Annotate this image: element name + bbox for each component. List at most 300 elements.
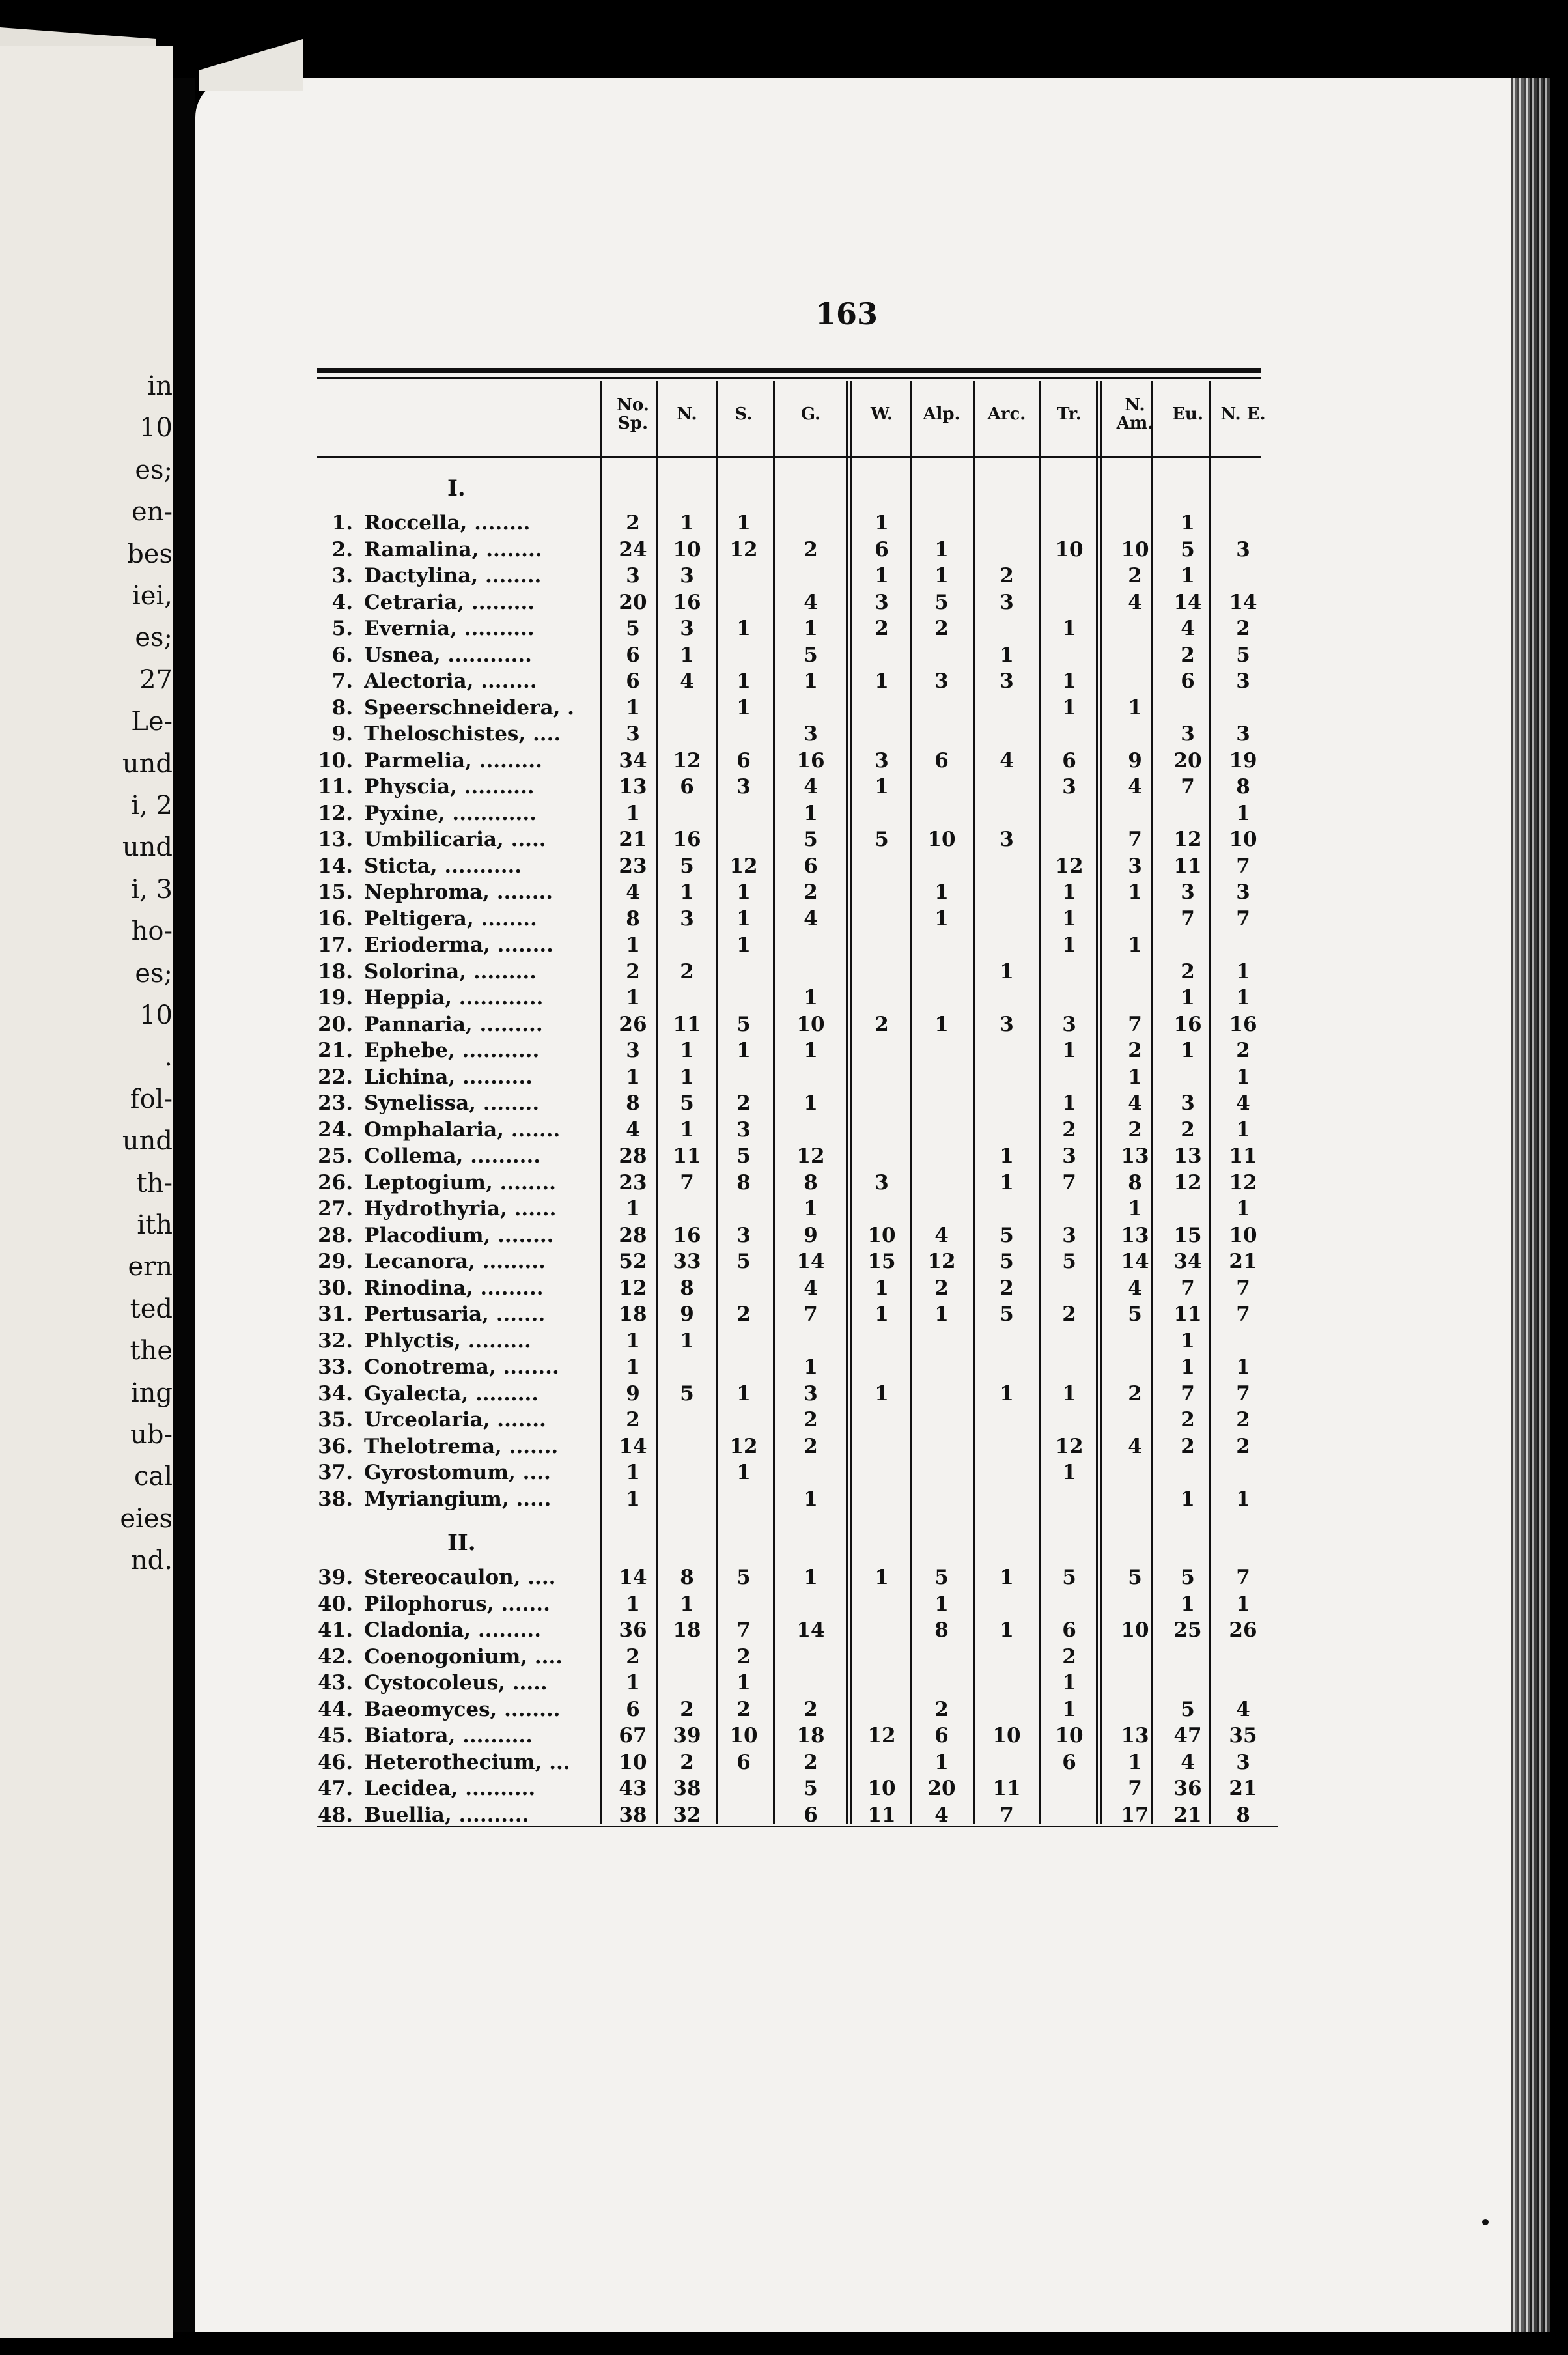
cell-n: 2 <box>680 1697 694 1721</box>
cell-s: 1 <box>736 933 751 957</box>
cell-n: 1 <box>680 643 694 667</box>
cell-eu: 5 <box>1181 1697 1195 1721</box>
cell-tr: 1 <box>1062 617 1076 640</box>
cell-tr: 12 <box>1055 854 1084 878</box>
cell-n_e: 1 <box>1236 1065 1250 1089</box>
cell-no_sp: 1 <box>626 1671 640 1695</box>
cell-n_am: 1 <box>1128 933 1142 957</box>
genus-name: Usnea, ............ <box>364 643 532 667</box>
cell-no_sp: 6 <box>626 1697 640 1721</box>
cell-n_am: 4 <box>1128 1276 1142 1300</box>
genus-name: Omphalaria, ....... <box>364 1118 561 1142</box>
cell-g: 1 <box>804 1355 818 1379</box>
cell-w: 6 <box>875 537 889 561</box>
cell-alp: 1 <box>934 1750 949 1774</box>
cell-alp: 2 <box>934 1697 949 1721</box>
cell-no_sp: 20 <box>619 590 647 614</box>
cell-s: 8 <box>736 1170 751 1194</box>
page-number: 163 <box>815 296 878 331</box>
genus-name: Physcia, .......... <box>364 775 535 798</box>
row-number: 13. <box>318 828 353 851</box>
row-number: 5. <box>331 617 353 640</box>
cell-n_am: 2 <box>1128 1118 1142 1142</box>
cell-n: 9 <box>680 1303 694 1326</box>
cell-n: 3 <box>680 617 694 640</box>
cell-n: 1 <box>680 1329 694 1353</box>
cell-no_sp: 6 <box>626 670 640 693</box>
row-number: 37. <box>318 1461 353 1484</box>
cell-no_sp: 1 <box>626 1487 640 1511</box>
cell-tr: 6 <box>1062 1618 1076 1642</box>
genus-name: Cetraria, ......... <box>364 590 535 614</box>
cell-n_am: 4 <box>1128 1434 1142 1458</box>
cell-n: 11 <box>673 1144 701 1168</box>
cell-arc: 4 <box>1000 748 1014 772</box>
cell-eu: 2 <box>1181 1408 1195 1431</box>
left-page-text-fragment: und <box>122 832 173 863</box>
left-page-text-fragment: cal <box>133 1461 173 1492</box>
cell-n_e: 3 <box>1236 670 1250 693</box>
row-number: 29. <box>318 1250 353 1273</box>
cell-g: 1 <box>804 1092 818 1115</box>
cell-no_sp: 3 <box>626 722 640 746</box>
cell-n: 3 <box>680 564 694 587</box>
cell-arc: 10 <box>992 1724 1021 1747</box>
cell-eu: 21 <box>1173 1803 1202 1827</box>
table-row <box>317 1197 1261 1223</box>
cell-eu: 13 <box>1173 1144 1202 1168</box>
cell-no_sp: 28 <box>619 1223 647 1247</box>
cell-n: 39 <box>673 1724 701 1747</box>
cell-n: 1 <box>680 1592 694 1616</box>
cell-w: 1 <box>875 564 889 587</box>
cell-w: 3 <box>875 748 889 772</box>
left-page-text-fragment: 27 <box>139 664 173 695</box>
left-page-text-fragment: 10 <box>139 413 173 444</box>
cell-tr: 6 <box>1062 1750 1076 1774</box>
table-row <box>317 881 1261 907</box>
cell-n_e: 2 <box>1236 1434 1250 1458</box>
cell-w: 2 <box>875 1012 889 1036</box>
left-page-text-fragment: es; <box>135 455 173 485</box>
cell-eu: 7 <box>1181 907 1195 931</box>
cell-alp: 1 <box>934 537 949 561</box>
genus-name: Ramalina, ........ <box>364 537 542 561</box>
cell-n_e: 4 <box>1236 1697 1250 1721</box>
cell-s: 3 <box>736 1118 751 1142</box>
row-number: 46. <box>318 1750 353 1774</box>
cell-arc: 5 <box>1000 1223 1014 1247</box>
table-top-rule <box>317 377 1261 379</box>
table-row <box>317 1592 1261 1618</box>
row-number: 36. <box>318 1434 353 1458</box>
cell-n_e: 5 <box>1236 643 1250 667</box>
cell-tr: 5 <box>1062 1566 1076 1589</box>
genus-name: Speerschneidera, . <box>364 696 574 720</box>
genus-name: Theloschistes, .... <box>364 722 561 746</box>
cell-w: 11 <box>867 1803 896 1827</box>
row-number: 27. <box>318 1197 353 1220</box>
table-row <box>317 1250 1261 1276</box>
row-number: 9. <box>331 722 353 746</box>
cell-n_e: 7 <box>1236 1303 1250 1326</box>
cell-w: 5 <box>875 828 889 851</box>
cell-n_e: 7 <box>1236 854 1250 878</box>
cell-arc: 5 <box>1000 1303 1014 1326</box>
cell-n_e: 14 <box>1229 590 1257 614</box>
row-number: 10. <box>318 748 353 772</box>
table-row <box>317 591 1261 617</box>
cell-eu: 5 <box>1181 1566 1195 1589</box>
cell-s: 3 <box>736 1223 751 1247</box>
cell-g: 12 <box>796 1144 825 1168</box>
cell-tr: 12 <box>1055 1434 1084 1458</box>
column-header-no_sp: No. Sp. <box>617 395 649 433</box>
cell-tr: 3 <box>1062 1223 1076 1247</box>
cell-s: 2 <box>736 1644 751 1669</box>
cell-tr: 2 <box>1062 1118 1076 1142</box>
cell-n_am: 13 <box>1121 1724 1149 1747</box>
cell-no_sp: 34 <box>619 748 647 772</box>
cell-no_sp: 2 <box>626 511 640 535</box>
cell-arc: 1 <box>1000 1144 1014 1168</box>
cell-arc: 5 <box>1000 1250 1014 1273</box>
cell-n_e: 4 <box>1236 1092 1250 1115</box>
cell-arc: 1 <box>1000 643 1014 667</box>
row-number: 35. <box>318 1408 353 1431</box>
cell-tr: 1 <box>1062 1671 1076 1695</box>
cell-n: 16 <box>673 1223 701 1247</box>
left-page-text-fragment: es; <box>135 623 173 653</box>
cell-n_e: 26 <box>1229 1618 1257 1642</box>
genus-name: Phlyctis, ......... <box>364 1329 531 1353</box>
cell-n_am: 3 <box>1128 854 1142 878</box>
cell-w: 1 <box>875 511 889 535</box>
table-row <box>317 1224 1261 1250</box>
cell-n_am: 5 <box>1128 1566 1142 1589</box>
cell-g: 2 <box>804 1750 818 1774</box>
cell-g: 7 <box>804 1303 818 1326</box>
cell-n: 5 <box>680 1092 694 1115</box>
cell-eu: 2 <box>1181 959 1195 983</box>
cell-no_sp: 38 <box>619 1803 647 1827</box>
cell-no_sp: 1 <box>626 696 640 720</box>
cell-s: 1 <box>736 1039 751 1062</box>
cell-n: 33 <box>673 1250 701 1273</box>
cell-tr: 1 <box>1062 670 1076 693</box>
cell-tr: 1 <box>1062 1461 1076 1484</box>
table-row <box>317 802 1261 828</box>
row-number: 38. <box>318 1487 353 1511</box>
cell-n_e: 10 <box>1229 1223 1257 1247</box>
cell-eu: 15 <box>1173 1223 1202 1247</box>
cell-tr: 1 <box>1062 1381 1076 1405</box>
cell-g: 3 <box>804 722 818 746</box>
cell-n_e: 21 <box>1229 1777 1257 1800</box>
cell-n: 1 <box>680 1065 694 1089</box>
genus-name: Cystocoleus, ..... <box>364 1671 548 1695</box>
cell-n_am: 9 <box>1128 748 1142 772</box>
cell-n_am: 13 <box>1121 1144 1149 1168</box>
cell-w: 15 <box>867 1250 896 1273</box>
table-row <box>317 617 1261 643</box>
genus-name: Parmelia, ......... <box>364 748 542 772</box>
cell-no_sp: 1 <box>626 1329 640 1353</box>
cell-g: 2 <box>804 1408 818 1431</box>
cell-eu: 16 <box>1173 1012 1202 1036</box>
cell-w: 1 <box>875 1276 889 1300</box>
left-page-text-fragment: fol- <box>130 1084 173 1114</box>
left-page-text-fragment: . <box>164 1042 173 1073</box>
row-number: 18. <box>318 959 353 983</box>
genus-name: Solorina, ......... <box>364 959 537 983</box>
cell-n_e: 3 <box>1236 537 1250 561</box>
cell-no_sp: 14 <box>619 1566 647 1589</box>
cell-w: 10 <box>867 1223 896 1247</box>
cell-g: 16 <box>796 748 825 772</box>
cell-n_e: 2 <box>1236 617 1250 640</box>
cell-g: 14 <box>796 1250 825 1273</box>
cell-g: 5 <box>804 1777 818 1800</box>
cell-n_e: 2 <box>1236 1039 1250 1062</box>
cell-alp: 1 <box>934 907 949 931</box>
table-row <box>317 933 1261 959</box>
cell-g: 1 <box>804 670 818 693</box>
cell-n_am: 13 <box>1121 1223 1149 1247</box>
row-number: 45. <box>318 1724 353 1747</box>
cell-no_sp: 67 <box>619 1724 647 1747</box>
cell-n_e: 11 <box>1229 1144 1257 1168</box>
cell-g: 1 <box>804 617 818 640</box>
row-number: 20. <box>318 1012 353 1036</box>
cell-n_am: 17 <box>1121 1803 1149 1827</box>
cell-alp: 4 <box>934 1803 949 1827</box>
genus-name: Gyalecta, ......... <box>364 1381 539 1405</box>
genus-name: Rinodina, ......... <box>364 1276 544 1300</box>
cell-no_sp: 1 <box>626 1197 640 1220</box>
cell-n_am: 7 <box>1128 1012 1142 1036</box>
cell-s: 1 <box>736 1381 751 1405</box>
left-page-text-fragment: en- <box>132 497 173 528</box>
cell-n: 1 <box>680 511 694 535</box>
cell-n_e: 1 <box>1236 1355 1250 1379</box>
table-row <box>317 775 1261 801</box>
cell-n: 8 <box>680 1276 694 1300</box>
row-number: 31. <box>318 1303 353 1326</box>
table-row <box>317 1118 1261 1144</box>
cell-alp: 1 <box>934 1303 949 1326</box>
cell-g: 5 <box>804 643 818 667</box>
table-row <box>317 722 1261 748</box>
table-row <box>317 1461 1261 1487</box>
cell-s: 5 <box>736 1566 751 1589</box>
row-number: 44. <box>318 1697 353 1721</box>
genus-name: Coenogonium, .... <box>364 1644 563 1669</box>
table-top-rule <box>317 368 1261 373</box>
genus-name: Thelotrema, ....... <box>364 1434 559 1458</box>
cell-n_e: 3 <box>1236 881 1250 904</box>
cell-tr: 1 <box>1062 1092 1076 1115</box>
row-number: 28. <box>318 1223 353 1247</box>
cell-tr: 1 <box>1062 1039 1076 1062</box>
cell-arc: 7 <box>1000 1803 1014 1827</box>
left-page-text-fragment: ing <box>130 1377 173 1408</box>
cell-s: 5 <box>736 1144 751 1168</box>
header-bottom-rule <box>317 456 1261 458</box>
cell-arc: 1 <box>1000 1618 1014 1642</box>
genus-name: Heterothecium, ... <box>364 1750 570 1774</box>
cell-no_sp: 26 <box>619 1012 647 1036</box>
row-number: 39. <box>318 1566 353 1589</box>
cell-tr: 6 <box>1062 748 1076 772</box>
cell-alp: 1 <box>934 564 949 587</box>
cell-n_e: 1 <box>1236 959 1250 983</box>
genus-name: Biatora, .......... <box>364 1724 533 1747</box>
cell-g: 18 <box>796 1724 825 1747</box>
cell-no_sp: 3 <box>626 1039 640 1062</box>
cell-g: 1 <box>804 1039 818 1062</box>
cell-g: 9 <box>804 1223 818 1247</box>
cell-g: 2 <box>804 537 818 561</box>
row-number: 41. <box>318 1618 353 1642</box>
cell-no_sp: 12 <box>619 1276 647 1300</box>
table-row <box>317 1724 1261 1750</box>
left-page-text-fragment: Le- <box>131 707 173 737</box>
lichen-distribution-table <box>317 368 1266 1840</box>
cell-n_e: 1 <box>1236 986 1250 1009</box>
cell-g: 1 <box>804 801 818 825</box>
cell-n_e: 1 <box>1236 1487 1250 1511</box>
cell-s: 1 <box>736 881 751 904</box>
section-heading: I. <box>447 475 466 501</box>
cell-no_sp: 4 <box>626 1118 640 1142</box>
table-row <box>317 960 1261 986</box>
cell-tr: 10 <box>1055 537 1084 561</box>
cell-n_am: 7 <box>1128 828 1142 851</box>
cell-w: 1 <box>875 1381 889 1405</box>
genus-name: Hydrothyria, ...... <box>364 1197 557 1220</box>
genus-name: Erioderma, ........ <box>364 933 553 957</box>
cell-n_e: 1 <box>1236 1592 1250 1616</box>
ink-speck <box>1482 2219 1489 2225</box>
cell-no_sp: 10 <box>619 1750 647 1774</box>
table-row <box>317 1276 1261 1303</box>
table-row <box>317 670 1261 696</box>
cell-w: 1 <box>875 1566 889 1589</box>
cell-n: 3 <box>680 907 694 931</box>
column-header-n_am: N. Am. <box>1116 395 1154 433</box>
cell-tr: 3 <box>1062 1144 1076 1168</box>
cell-s: 12 <box>729 1434 758 1458</box>
cell-no_sp: 36 <box>619 1618 647 1642</box>
left-page-text-fragment: in <box>147 371 173 401</box>
table-row <box>317 1618 1261 1644</box>
cell-n: 8 <box>680 1566 694 1589</box>
genus-name: Pilophorus, ....... <box>364 1592 550 1616</box>
row-number: 33. <box>318 1355 353 1379</box>
left-page-text-fragment: i, 2 <box>131 791 173 821</box>
cell-n_e: 8 <box>1236 775 1250 798</box>
cell-g: 2 <box>804 1697 818 1721</box>
genus-name: Buellia, .......... <box>364 1803 529 1827</box>
cell-tr: 3 <box>1062 775 1076 798</box>
cell-s: 6 <box>736 748 751 772</box>
cell-tr: 2 <box>1062 1303 1076 1326</box>
row-number: 3. <box>331 564 353 587</box>
row-number: 26. <box>318 1170 353 1194</box>
row-number: 22. <box>318 1065 353 1089</box>
table-row <box>317 1566 1261 1592</box>
genus-name: Collema, .......... <box>364 1144 541 1168</box>
table-row <box>317 538 1261 564</box>
cell-n_am: 1 <box>1128 1750 1142 1774</box>
cell-g: 6 <box>804 854 818 878</box>
cell-n: 11 <box>673 1012 701 1036</box>
left-page-text-fragment: ho- <box>131 916 173 947</box>
cell-eu: 1 <box>1181 986 1195 1009</box>
cell-no_sp: 8 <box>626 1092 640 1115</box>
cell-g: 8 <box>804 1170 818 1194</box>
cell-alp: 1 <box>934 881 949 904</box>
left-page-text-fragment: th- <box>136 1168 173 1198</box>
cell-arc: 2 <box>1000 564 1014 587</box>
table-row <box>317 1171 1261 1197</box>
book-gutter <box>173 78 195 2332</box>
table-row <box>317 1698 1261 1724</box>
cell-eu: 36 <box>1173 1777 1202 1800</box>
cell-eu: 1 <box>1181 1355 1195 1379</box>
cell-n_am: 10 <box>1121 1618 1149 1642</box>
cell-no_sp: 1 <box>626 1065 640 1089</box>
genus-name: Lecanora, ......... <box>364 1250 546 1273</box>
cell-eu: 4 <box>1181 1750 1195 1774</box>
cell-n_am: 10 <box>1121 537 1149 561</box>
cell-n_e: 7 <box>1236 1566 1250 1589</box>
cell-no_sp: 2 <box>626 959 640 983</box>
cell-s: 5 <box>736 1012 751 1036</box>
left-page-text-fragment: ub- <box>130 1420 173 1450</box>
cell-tr: 1 <box>1062 907 1076 931</box>
row-number: 21. <box>318 1039 353 1062</box>
cell-eu: 7 <box>1181 1276 1195 1300</box>
row-number: 16. <box>318 907 353 931</box>
column-header-tr: Tr. <box>1057 404 1082 424</box>
cell-n_am: 7 <box>1128 1777 1142 1800</box>
row-number: 15. <box>318 881 353 904</box>
table-row <box>317 986 1261 1012</box>
cell-eu: 1 <box>1181 1039 1195 1062</box>
cell-g: 4 <box>804 775 818 798</box>
cell-n: 5 <box>680 1381 694 1405</box>
column-header-g: G. <box>800 404 821 424</box>
cell-n: 1 <box>680 881 694 904</box>
cell-eu: 2 <box>1181 1434 1195 1458</box>
left-page-text-fragment: bes <box>127 539 173 569</box>
row-number: 43. <box>318 1671 353 1695</box>
cell-w: 1 <box>875 670 889 693</box>
genus-name: Synelissa, ........ <box>364 1092 540 1115</box>
cell-eu: 1 <box>1181 511 1195 535</box>
left-page-text-fragment: the <box>130 1336 173 1366</box>
row-number: 11. <box>318 775 353 798</box>
table-row <box>317 1777 1261 1803</box>
cell-n_e: 10 <box>1229 828 1257 851</box>
cell-n: 16 <box>673 828 701 851</box>
cell-alp: 5 <box>934 1566 949 1589</box>
column-header-eu: Eu. <box>1172 404 1203 424</box>
cell-n: 4 <box>680 670 694 693</box>
left-page-text-fragment: und <box>122 748 173 779</box>
